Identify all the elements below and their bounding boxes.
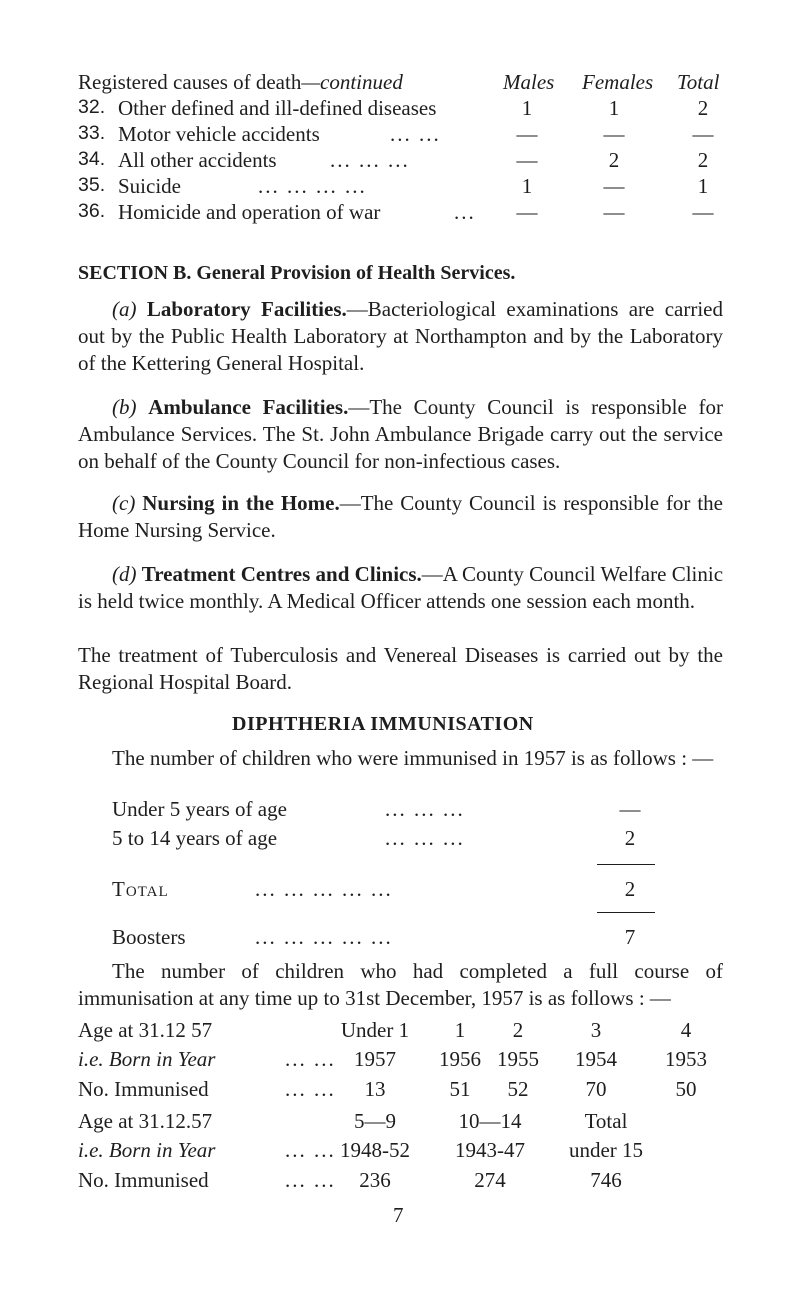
cause-number: 35.: [78, 174, 106, 196]
cell-year: 1957: [354, 1047, 396, 1071]
row-dots: ... ...: [285, 1138, 336, 1162]
para-label: (c): [112, 491, 136, 515]
cell-count: 51: [449, 1077, 471, 1101]
section-b-title: SECTION B. General Provision of Health Services.: [78, 262, 516, 284]
cause-females: 1: [608, 96, 620, 120]
row-label: 5 to 14 years of age: [112, 826, 278, 850]
course-intro-text: The number of children who had completed a full course of immunisation at any time up to 31st December, 1957 is as follows : —: [78, 959, 723, 1010]
boosters-label: Boosters: [112, 925, 186, 949]
cause-males: —: [516, 200, 538, 224]
total-rule-top: [597, 864, 655, 865]
cause-label: Suicide: [118, 174, 181, 198]
row-label: Under 5 years of age: [112, 797, 287, 821]
para-label: (b): [112, 395, 137, 419]
paragraph-tuberculosis: [78, 642, 723, 696]
cell-age: 5—9: [354, 1109, 396, 1133]
cause-females: —: [603, 200, 625, 224]
para-text: The treatment of Tuberculosis and Venereal Diseases is carried out by the Regional Hospital Board.: [78, 643, 723, 694]
cause-total: 2: [697, 96, 709, 120]
cell-count: 70: [585, 1077, 607, 1101]
age-row-label: Age at 31.12.57: [78, 1109, 213, 1133]
para-heading: Laboratory Facilities.: [146, 297, 347, 321]
cause-total: —: [692, 122, 714, 146]
cause-females: —: [603, 122, 625, 146]
cell-age: 4: [680, 1018, 692, 1042]
para-text: —The County Council is responsible for Ambulance Services. The St. John Ambulance Brigade carry out the service on behalf of the County Council for non-infectious cases.: [78, 395, 723, 473]
cause-total: 2: [697, 148, 709, 172]
cell-age: 2: [512, 1018, 524, 1042]
cell-year: 1956: [439, 1047, 481, 1071]
intro-text: The number of children who were immunised in 1957 is as follows : —: [112, 746, 714, 770]
cell-count: 746: [590, 1168, 622, 1192]
col-total-header: Total: [677, 70, 720, 94]
total-rule-bottom: [597, 912, 655, 913]
cause-number: 33.: [78, 122, 106, 144]
cause-label: All other accidents: [118, 148, 277, 172]
row-dots: ... ...: [285, 1077, 336, 1101]
cause-number: 34.: [78, 148, 106, 170]
paragraph-nursing: [78, 490, 723, 544]
cell-count: 274: [474, 1168, 506, 1192]
born-row-text: i.e. Born in Year: [78, 1138, 216, 1162]
total-label: Total: [112, 877, 169, 901]
causes-heading-text: Registered causes of death: [78, 70, 302, 94]
cause-males: —: [516, 122, 538, 146]
cause-number: 32.: [78, 96, 106, 118]
cell-year: 1943-47: [455, 1138, 525, 1162]
diphtheria-title: DIPHTHERIA IMMUNISATION: [232, 713, 534, 735]
born-row-label: [78, 1138, 215, 1163]
cause-leader: ...: [454, 200, 476, 224]
cause-label: Other defined and ill-defined diseases: [118, 96, 437, 120]
row-value: 2: [624, 826, 636, 850]
causes-heading-continued: —continued: [301, 70, 403, 94]
col-males-header: Males: [503, 70, 555, 94]
cell-age: Under 1: [340, 1018, 410, 1042]
cause-females: —: [603, 174, 625, 198]
cause-males: 1: [521, 96, 533, 120]
cell-year: under 15: [568, 1138, 644, 1162]
cause-leader: ... ...: [390, 122, 441, 146]
cell-count: 236: [359, 1168, 391, 1192]
paragraph-treatment: [78, 561, 723, 615]
cell-count: 52: [507, 1077, 529, 1101]
cause-leader: ... ... ...: [330, 148, 410, 172]
page-number: 7: [393, 1203, 404, 1227]
cell-year: 1954: [575, 1047, 617, 1071]
cause-total: —: [692, 200, 714, 224]
total-dots: ... ... ... ... ...: [255, 877, 393, 901]
cause-females: 2: [608, 148, 620, 172]
cause-leader: ... ... ... ...: [258, 174, 367, 198]
col-females-header: Females: [582, 70, 654, 94]
boosters-value: 7: [624, 925, 636, 949]
row-dots: ... ... ...: [385, 797, 465, 821]
paragraph-ambulance: [78, 394, 723, 475]
cell-year: 1948-52: [340, 1138, 410, 1162]
born-row-label: [78, 1047, 215, 1072]
row-value: —: [619, 797, 641, 821]
cause-total: 1: [697, 174, 709, 198]
immunised-row-label: No. Immunised: [78, 1077, 209, 1101]
cell-count: 50: [675, 1077, 697, 1101]
cell-age: Total: [584, 1109, 628, 1133]
cell-year: 1953: [665, 1047, 707, 1071]
para-label: (d): [112, 562, 137, 586]
cause-males: —: [516, 148, 538, 172]
born-row-text: i.e. Born in Year: [78, 1047, 216, 1071]
cause-label: Motor vehicle accidents: [118, 122, 320, 146]
row-dots: ... ...: [285, 1047, 336, 1071]
para-heading: Treatment Centres and Clinics.: [141, 562, 422, 586]
course-intro: [78, 958, 723, 1012]
para-text: —Bacteriological examinations are carried out by the Public Health Laboratory at Northampton and by the Laboratory of the Kettering General Hospital.: [78, 297, 724, 375]
row-dots: ... ... ...: [385, 826, 465, 850]
para-text: —A County Council Welfare Clinic is held twice monthly. A Medical Officer attends one session each month.: [78, 562, 724, 613]
cause-label: Homicide and operation of war: [118, 200, 381, 224]
cell-age: 10—14: [458, 1109, 522, 1133]
para-text: —The County Council is responsible for the Home Nursing Service.: [78, 491, 723, 542]
cell-age: 3: [590, 1018, 602, 1042]
paragraph-laboratory: [78, 296, 723, 377]
causes-table-heading: [78, 70, 403, 95]
diphtheria-intro: [78, 745, 723, 772]
para-heading: Nursing in the Home.: [142, 491, 340, 515]
para-heading: Ambulance Facilities.: [148, 395, 349, 419]
age-row-label: Age at 31.12 57: [78, 1018, 213, 1042]
cell-age: 1: [454, 1018, 466, 1042]
cell-year: 1955: [497, 1047, 539, 1071]
row-dots: ... ...: [285, 1168, 336, 1192]
boosters-dots: ... ... ... ... ...: [255, 925, 393, 949]
cell-count: 13: [364, 1077, 386, 1101]
immunised-row-label: No. Immunised: [78, 1168, 209, 1192]
cause-males: 1: [521, 174, 533, 198]
para-label: (a): [112, 297, 137, 321]
total-value: 2: [624, 877, 636, 901]
cause-number: 36.: [78, 200, 106, 222]
